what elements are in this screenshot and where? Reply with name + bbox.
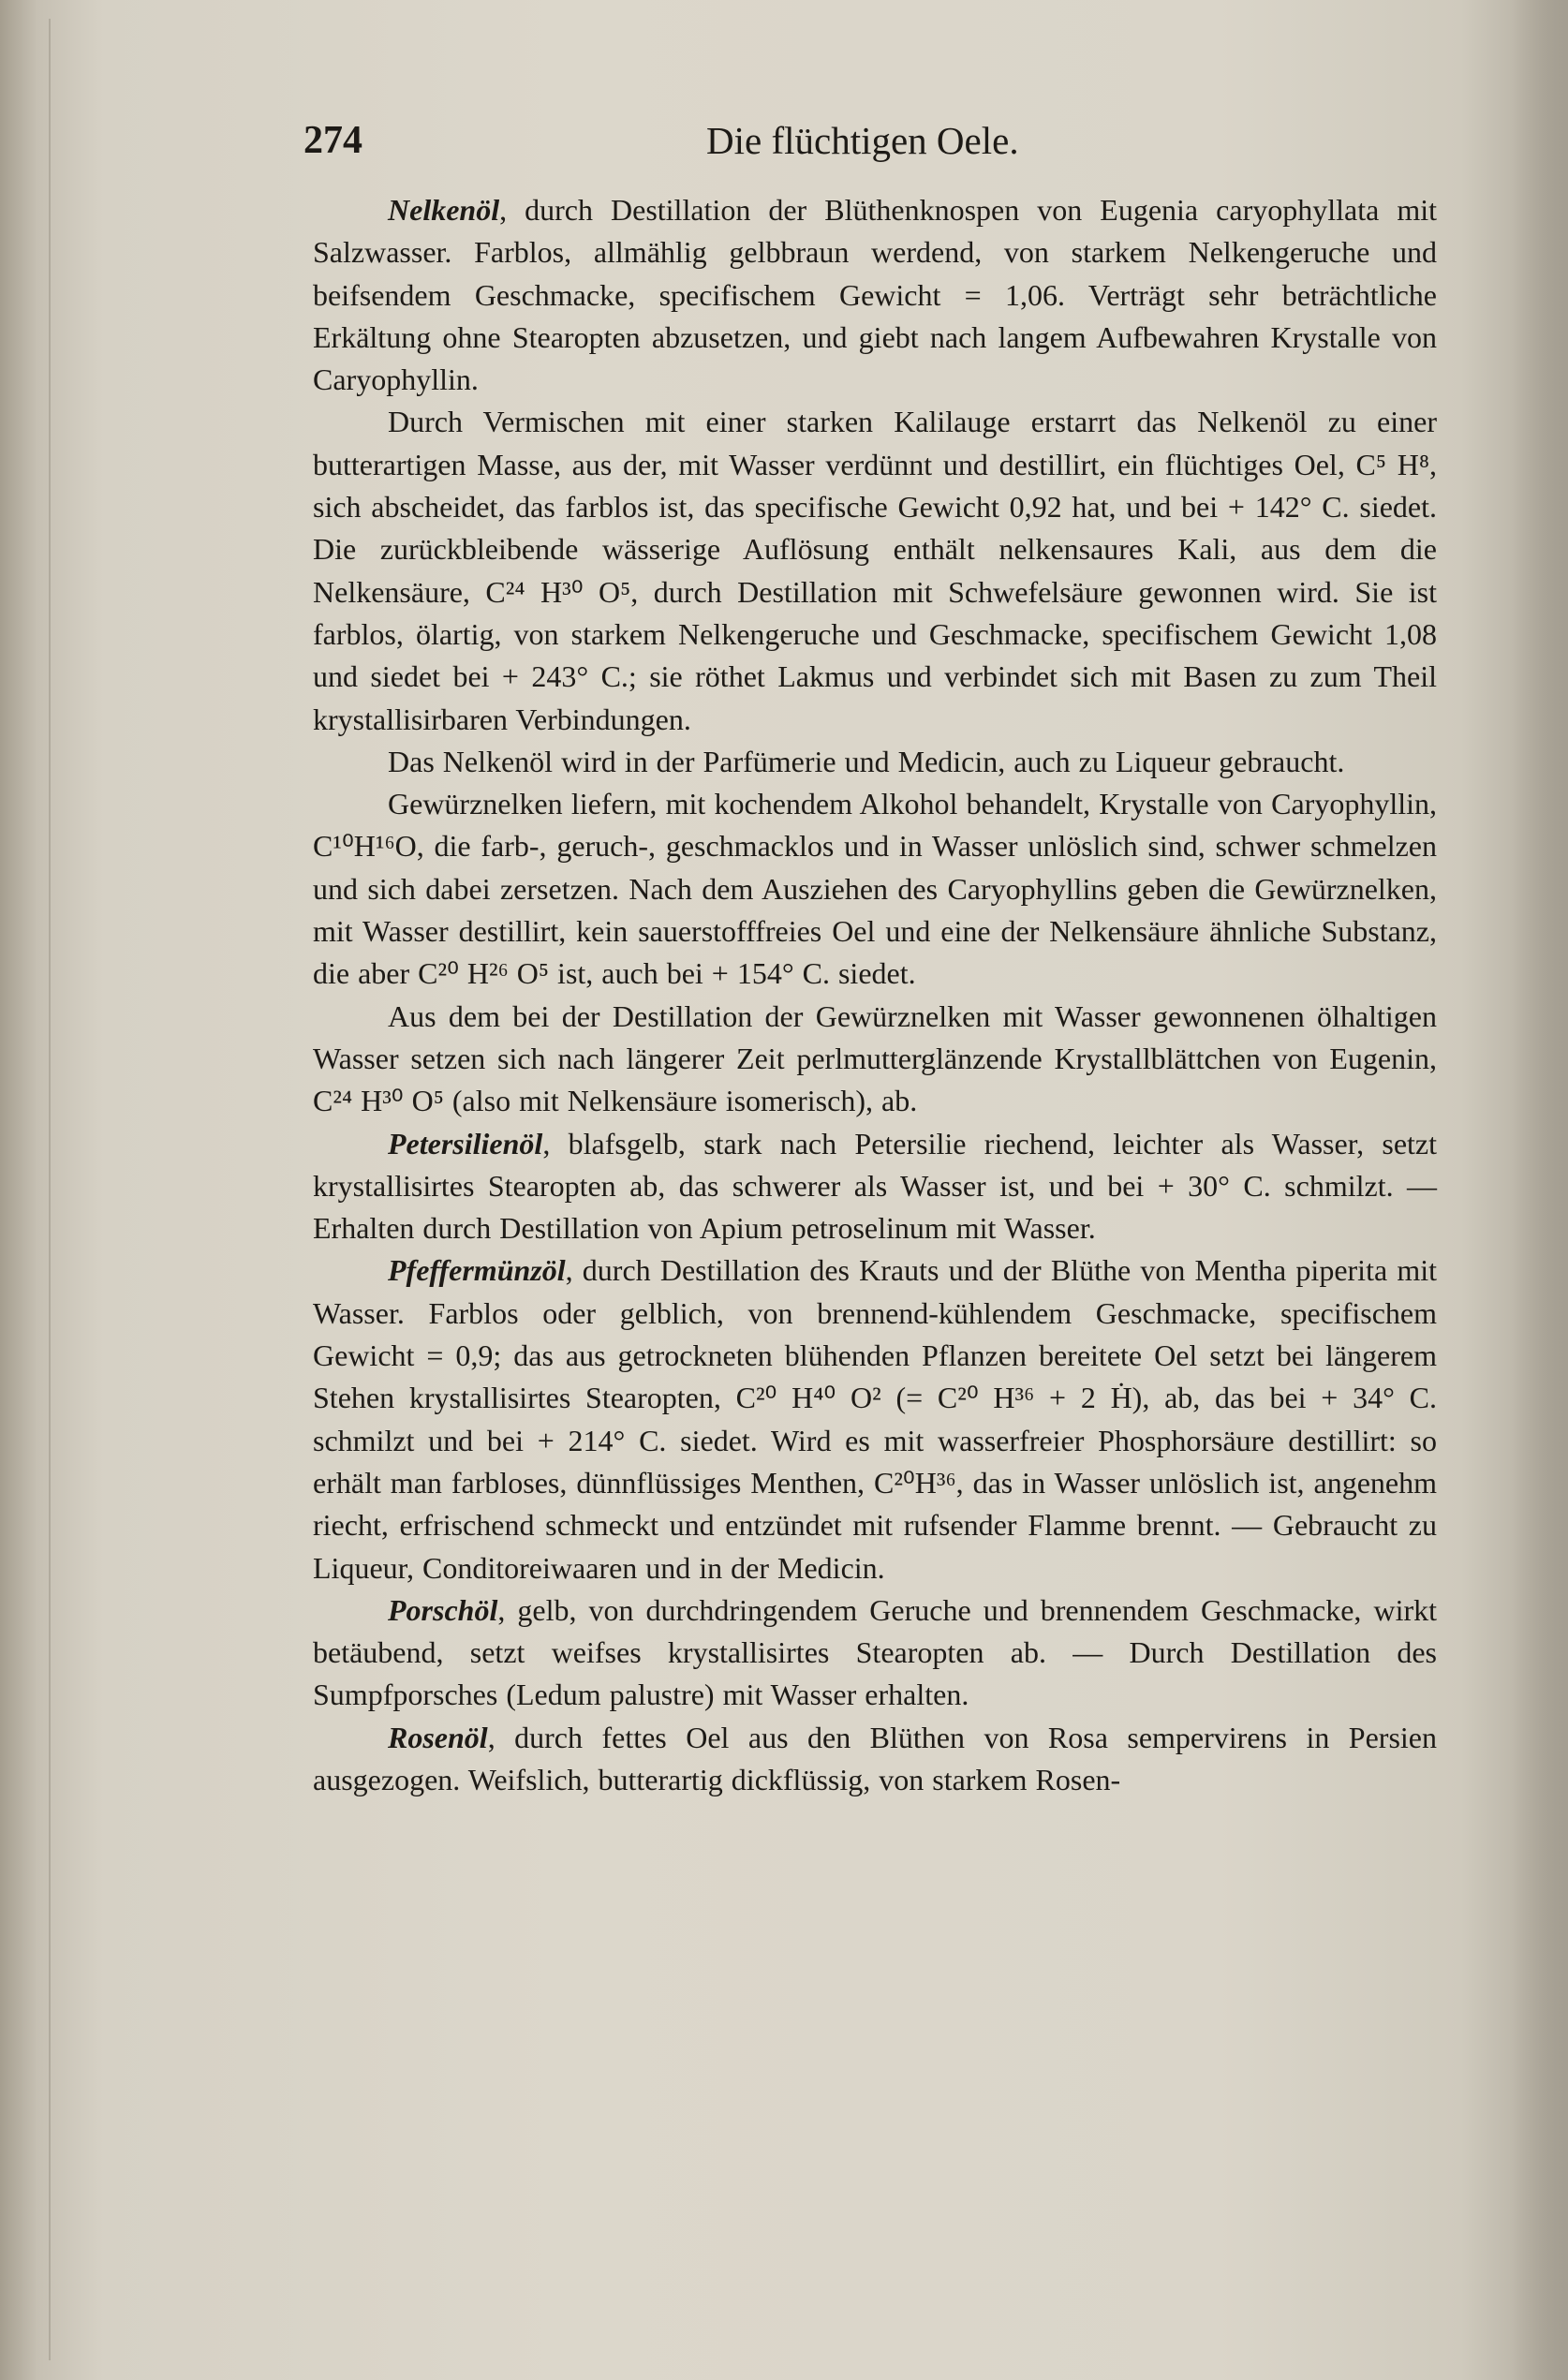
paragraph-verwendung (313, 741, 1437, 783)
paragraph-pfeffermuenzoel (313, 1249, 1437, 1589)
paragraph-kalilauge (313, 401, 1437, 740)
term-petersilienoel: Petersilienöl (388, 1126, 543, 1160)
page-header (300, 118, 1442, 184)
paragraph-text: Gewürznelken liefern, mit kochendem Alkohol behandelt, Krystalle von Caryophyllin, C¹⁰H¹⁶O, die farb-, geruch-, geschmacklos und in Wasser unlöslich sind, schwer schmelzen und sich dabei zersetzen. Nach dem Ausziehen des Caryophyllins geben die Gewürznelken, mit Wasser destillirt, kein sauerstofffreies Oel und eine der Nelkensäure ähnliche Substanz, die aber C²⁰ H²⁶ O⁵ ist, auch bei + 154° C. siedet. (313, 787, 1437, 991)
paragraph-eugenin (313, 996, 1437, 1123)
body-text (313, 189, 1437, 1801)
running-head-title: Die flüchtigen Oele. (706, 119, 1019, 162)
paragraph-text: , durch Destillation der Blüthenknospen von Eugenia caryophyllata mit Salzwasser. Farblos, allmählig gelbbraun werdend, von starkem Nelkengeruche und beifsendem Geschmacke, specifischem Gewicht = 1,06. Verträgt sehr beträchtliche Erkältung ohne Stearopten abzusetzen, und giebt nach langem Aufbewahren Krystalle von Caryophyllin. (313, 193, 1437, 397)
term-pfeffermuenzoel: Pfeffermünzöl (388, 1253, 566, 1288)
paragraph-text: , blafsgelb, stark nach Petersilie riechend, leichter als Wasser, setzt krystallisirtes Stearopten ab, das schwerer als Wasser ist, und bei + 30° C. schmilzt. — Erhalten durch Destillation von Apium petroselinum mit Wasser. (313, 1126, 1437, 1246)
term-nelkenoel: Nelkenöl (388, 193, 500, 227)
paragraph-text: Durch Vermischen mit einer starken Kalilauge erstarrt das Nelkenöl zu einer butterartigen Masse, aus der, mit Wasser verdünnt und destillirt, ein flüchtiges Oel, C⁵ H⁸, sich abscheidet, das farblos ist, das specifische Gewicht 0,92 hat, und bei + 142° C. siedet. Die zurückbleibende wässerige Auflösung enthält nelkensaures Kali, aus dem die Nelkensäure, C²⁴ H³⁰ O⁵, durch Destillation mit Schwefelsäure gewonnen wird. Sie ist farblos, ölartig, von starkem Nelkengeruche und Geschmacke, specifischem Gewicht 1,08 und siedet bei + 243° C.; sie röthet Lakmus und verbindet sich mit Basen zu zum Theil krystallisirbaren Verbindungen. (313, 405, 1437, 736)
paragraph-rosenoel (313, 1717, 1437, 1802)
paragraph-porschoel (313, 1589, 1437, 1717)
paragraph-text: , durch fettes Oel aus den Blüthen von Rosa sempervirens in Persien ausgezogen. Weifslich, butterartig dickflüssig, von starkem Rosen- (313, 1720, 1437, 1796)
term-rosenoel: Rosenöl (388, 1720, 488, 1754)
paragraph-petersilienoel (313, 1123, 1437, 1250)
paragraph-caryophyllin (313, 783, 1437, 995)
paragraph-text: Das Nelkenöl wird in der Parfümerie und Medicin, auch zu Liqueur gebraucht. (388, 744, 1345, 778)
paragraph-nelkenoel (313, 189, 1437, 401)
page-edge-right (1512, 0, 1568, 2380)
paragraph-text: Aus dem bei der Destillation der Gewürznelken mit Wasser gewonnenen ölhaltigen Wasser setzen sich nach längerer Zeit perlmutterglänzende Krystallblättchen von Eugenin, C²⁴ H³⁰ O⁵ (also mit Nelkensäure isomerisch), ab. (313, 998, 1437, 1118)
paragraph-text: , gelb, von durchdringendem Geruche und brennendem Geschmacke, wirkt betäubend, setzt weifses krystallisirtes Stearopten ab. — Durch Destillation des Sumpfporsches (Ledum palustre) mit Wasser erhalten. (313, 1592, 1437, 1712)
page-number: 274 (303, 119, 362, 162)
page-edge-left (49, 19, 51, 2360)
paragraph-text: , durch Destillation des Krauts und der Blüthe von Mentha piperita mit Wasser. Farblos oder gelblich, von brennend-kühlendem Geschmacke, specifischem Gewicht = 0,9; das aus getrockneten blühenden Pflanzen bereitete Oel setzt bei längerem Stehen krystallisirtes Stearopten, C²⁰ H⁴⁰ O² (= C²⁰ H³⁶ + 2 Ḣ), ab, das bei + 34° C. schmilzt und bei + 214° C. siedet. Wird es mit wasserfreier Phosphorsäure destillirt: so erhält man farbloses, dünnflüssiges Menthen, C²⁰H³⁶, das in Wasser unlöslich ist, angenehm riecht, erfrischend schmeckt und entzündet mit rufsender Flamme brennt. — Gebraucht zu Liqueur, Conditoreiwaaren und in der Medicin. (313, 1253, 1437, 1585)
term-porschoel: Porschöl (388, 1592, 498, 1627)
